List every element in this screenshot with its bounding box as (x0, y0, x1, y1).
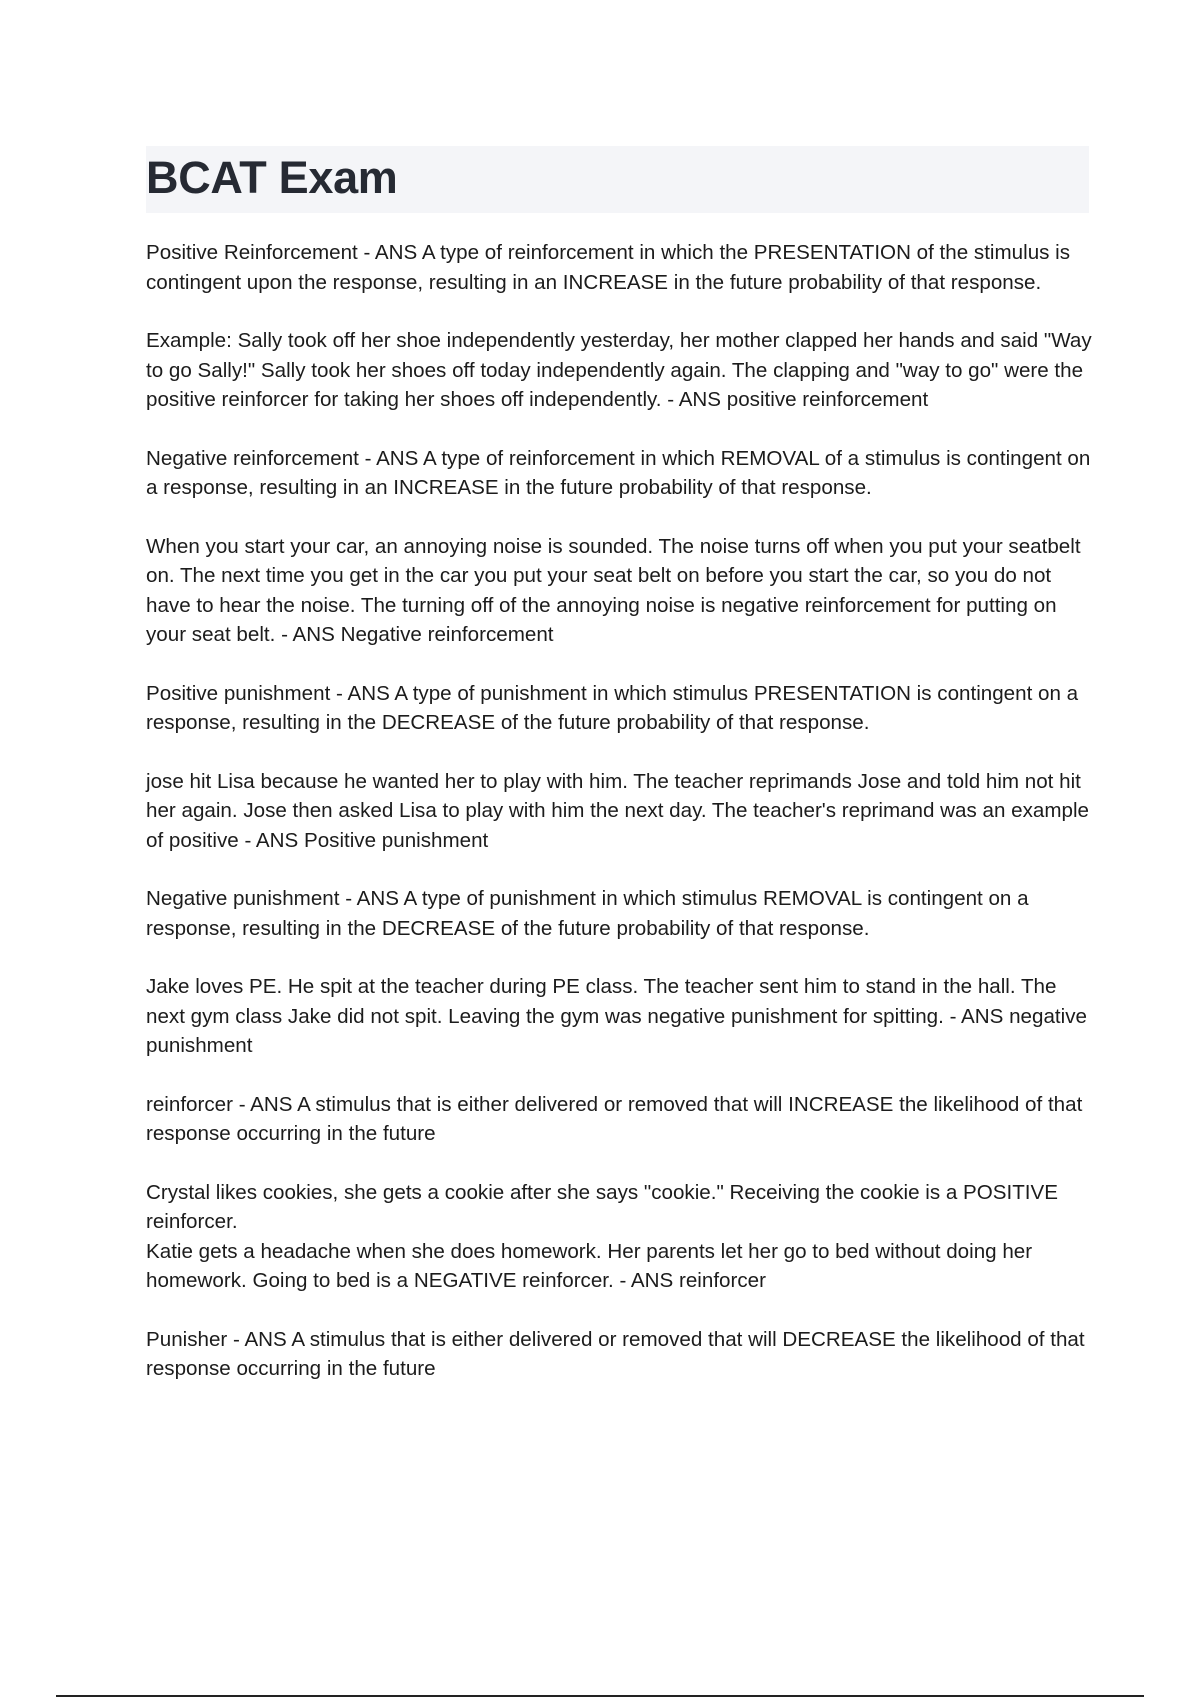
title-banner (146, 146, 1089, 213)
qa-item-positive-punishment-example: jose hit Lisa because he wanted her to play with him. The teacher reprimands Jose and told him not hit her again. Jose then asked Lisa to play with him the next day. The teacher's reprimand was an example of positive - ANS Positive punishment (146, 769, 1089, 852)
qa-item-positive-punishment-definition: Positive punishment - ANS A type of punishment in which stimulus PRESENTATION is contingent on a response, resulting in the DECREASE of the future probability of that response. (146, 681, 1079, 734)
qa-item-positive-reinforcement-definition: Positive Reinforcement - ANS A type of reinforcement in which the PRESENTATION of the stimulus is contingent upon the response, resulting in an INCREASE in the future probability of that response. (146, 241, 1071, 294)
qa-item-negative-punishment-example: Jake loves PE. He spit at the teacher during PE class. The teacher sent him to stand in the hall. The next gym class Jake did not spit. Leaving the gym was negative punishment for spitting. - ANS negative punishment (146, 975, 1087, 1057)
footer-divider (56, 1695, 1144, 1697)
qa-item-negative-reinforcement-example: When you start your car, an annoying noise is sounded. The noise turns off when you put your seatbelt on. The next time you get in the car you put your seat belt on before you start the car, so you do not have to hear the noise. The turning off of the annoying noise is negative reinforcement for putting on your seat belt. - ANS Negative reinforcement (146, 534, 1081, 646)
qa-item-reinforcer-example: Crystal likes cookies, she gets a cookie after she says "cookie." Receiving the cookie is a POSITIVE reinforcer. Katie gets a headache when she does homework. Her parents let her go to bed without doing her homework. Going to bed is a NEGATIVE reinforcer. - ANS reinforcer (146, 1180, 1058, 1292)
qa-item-reinforcer-definition: reinforcer - ANS A stimulus that is either delivered or removed that will INCREASE the likelihood of that response occurring in the future (146, 1092, 1083, 1145)
qa-item-positive-reinforcement-example: Example: Sally took off her shoe independently yesterday, her mother clapped her hands and said "Way to go Sally!" Sally took her shoes off today independently again. The clapping and "way to go" were the positive reinforcer for taking her shoes off independently. - ANS positive reinforcement (146, 329, 1092, 411)
qa-item-negative-punishment-definition: Negative punishment - ANS A type of punishment in which stimulus REMOVAL is contingent on a response, resulting in the DECREASE of the future probability of that response. (146, 887, 1029, 940)
qa-item-negative-reinforcement-definition: Negative reinforcement - ANS A type of reinforcement in which REMOVAL of a stimulus is contingent on a response, resulting in an INCREASE in the future probability of that response. (146, 446, 1091, 499)
page-title: BCAT Exam (146, 152, 398, 203)
qa-item-punisher-definition: Punisher - ANS A stimulus that is either delivered or removed that will DECREASE the likelihood of that response occurring in the future (146, 1327, 1085, 1380)
document-body (146, 238, 1096, 1413)
